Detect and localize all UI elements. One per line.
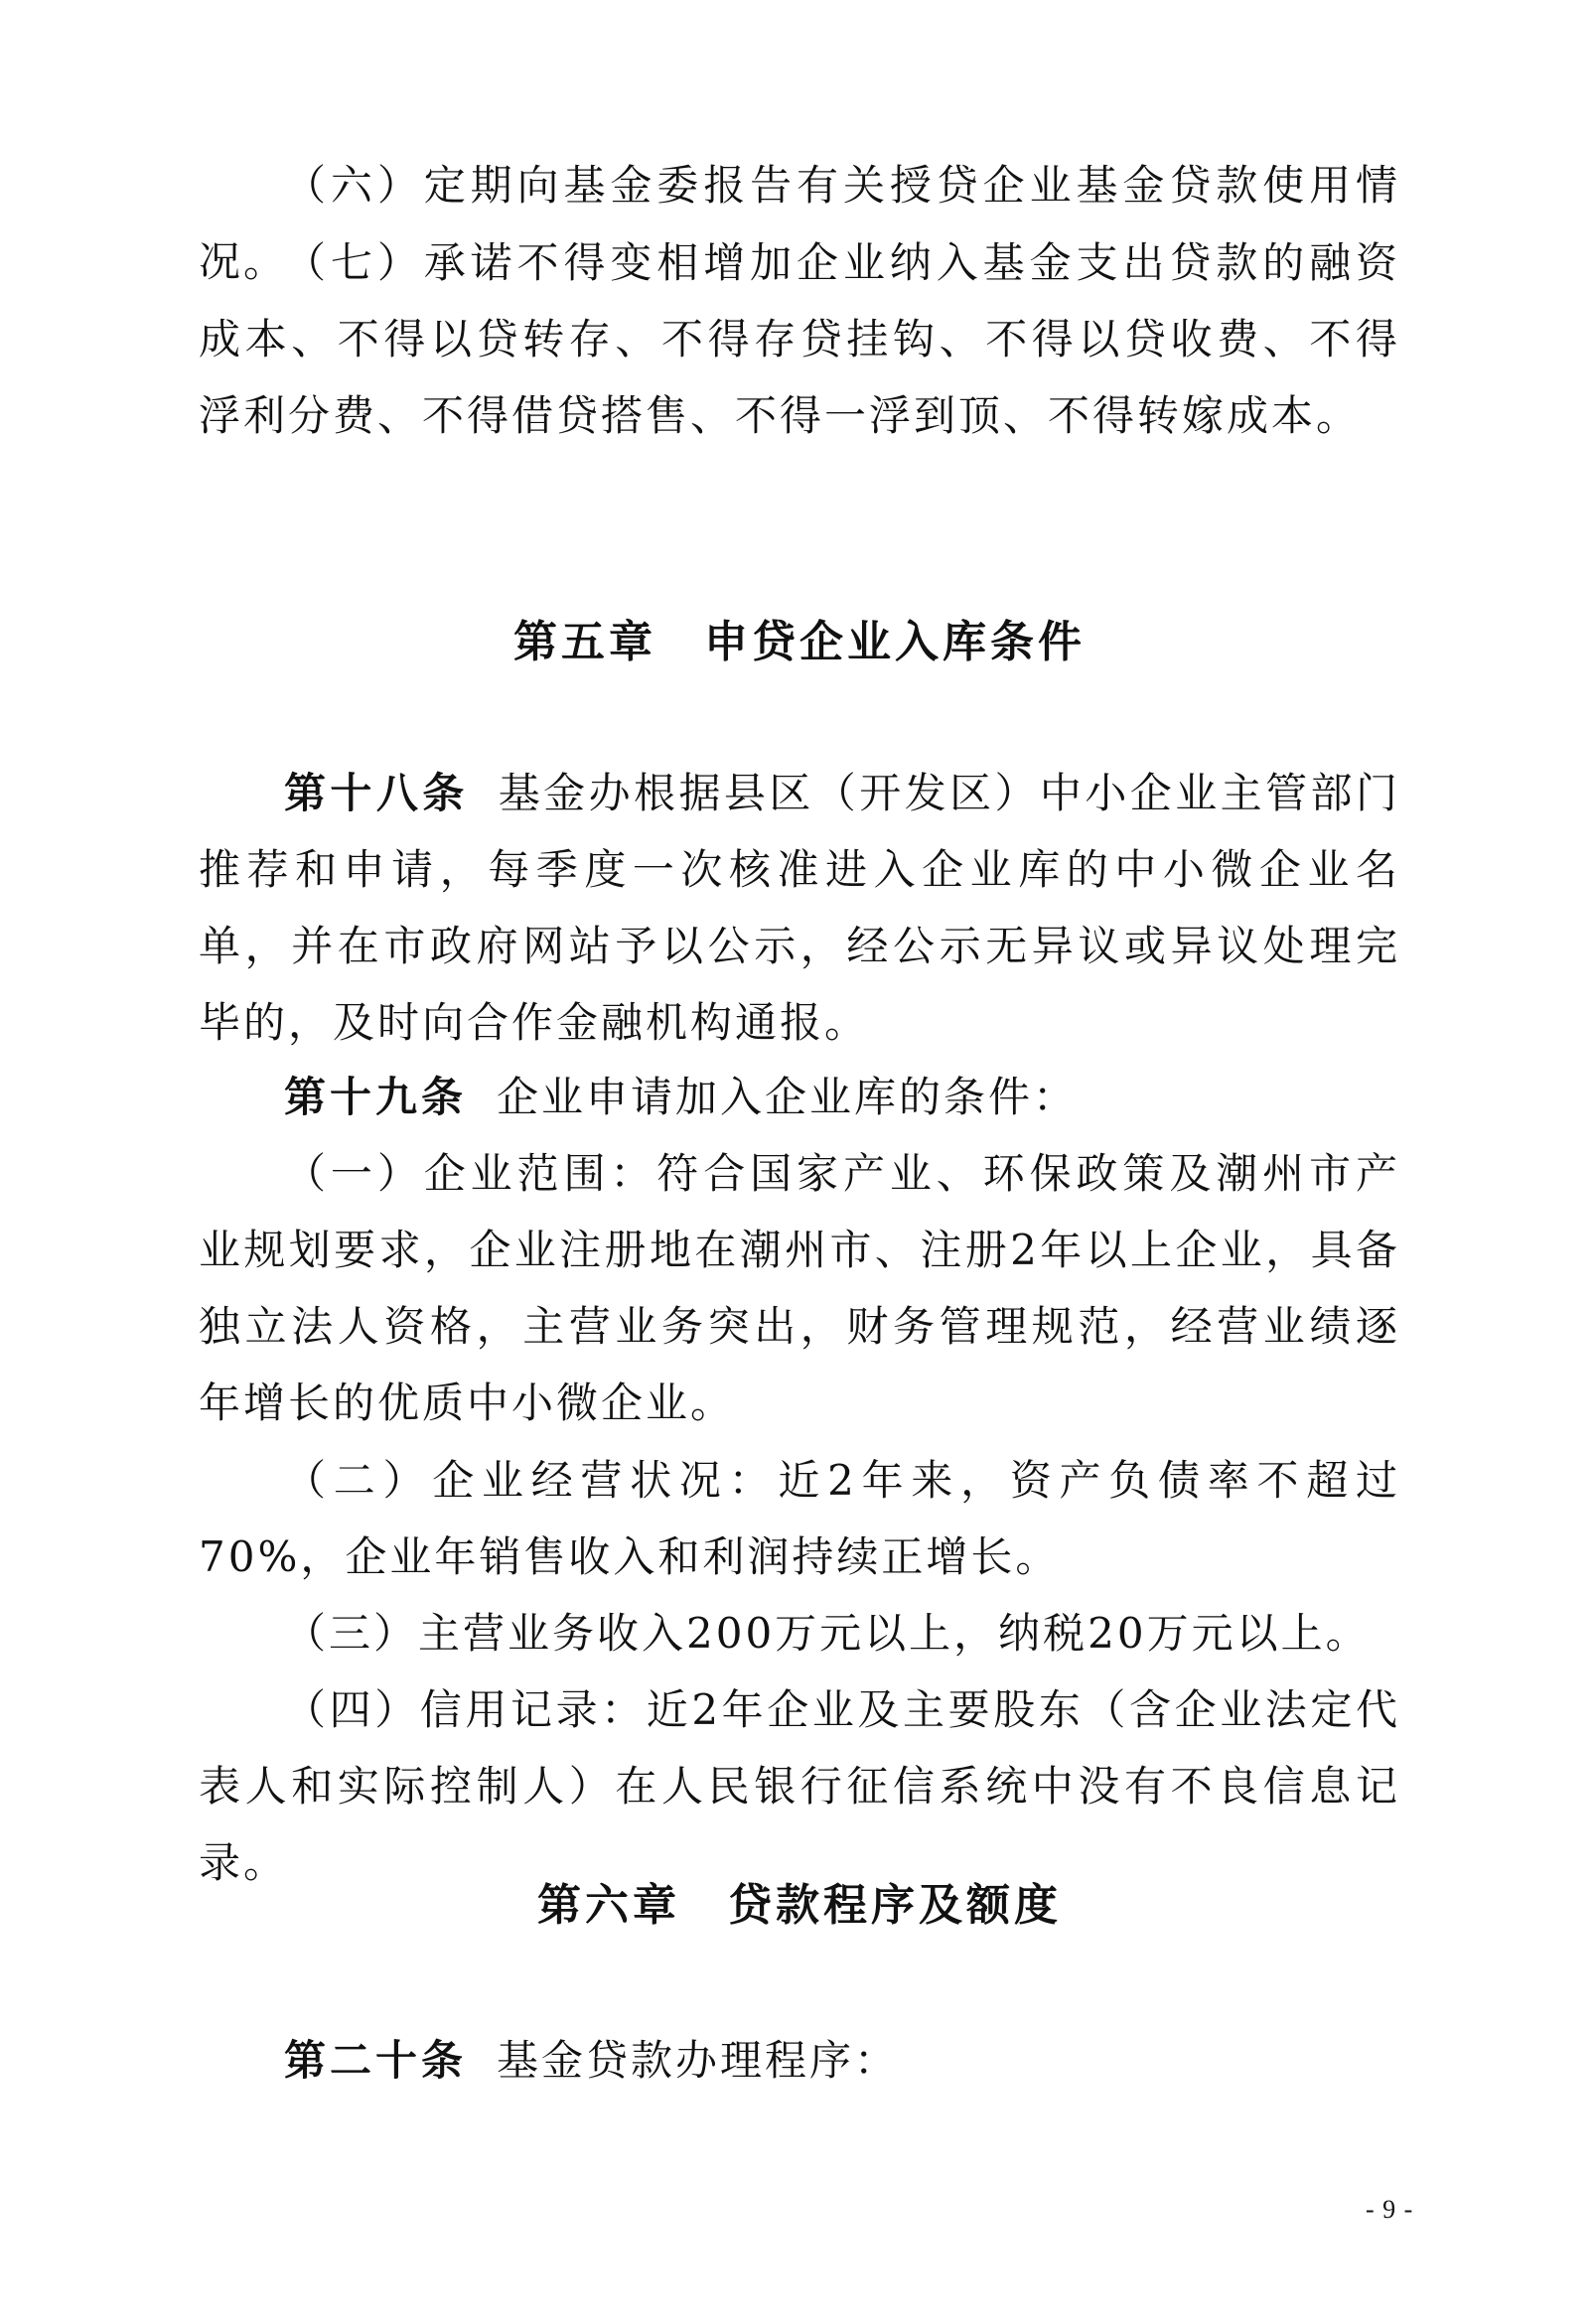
article-label: 第十八条	[284, 769, 469, 817]
chapter-5-heading	[199, 604, 1400, 680]
paragraph-text: （六）定期向基金委报告有关授贷企业基金贷款使用情况。	[199, 161, 1400, 286]
article-18	[199, 755, 1400, 1061]
article-text: 基金贷款办理程序：	[497, 2036, 900, 2085]
article-19-item-3	[199, 1595, 1400, 1671]
article-20	[199, 2022, 1400, 2099]
article-text: 企业申请加入企业库的条件：	[497, 1073, 1079, 1121]
list-item-text: （四）信用记录：近2年企业及主要股东（含企业法定代表人和实际控制人）在人民银行征信系统中没有不良信息记录。	[199, 1685, 1400, 1887]
chapter-number: 第五章	[513, 617, 656, 667]
article-19-item-1	[199, 1135, 1400, 1441]
paragraph-text: （七）承诺不得变相增加企业纳入基金支出贷款的融资成本、不得以贷转存、不得存贷挂钩、不得以贷收费、不得浮利分费、不得借贷搭售、不得一浮到顶、不得转嫁成本。	[199, 238, 1400, 440]
article-19	[199, 1059, 1400, 1135]
list-item-text: （一）企业范围：符合国家产业、环保政策及潮州市产业规划要求，企业注册地在潮州市、注册2年以上企业，具备独立法人资格，主营业务突出，财务管理规范，经营业绩逐年增长的优质中小微企业。	[199, 1149, 1400, 1427]
chapter-title: 贷款程序及额度	[728, 1880, 1062, 1931]
page-number: - 9 -	[1366, 2195, 1414, 2224]
chapter-title: 申贷企业入库条件	[704, 617, 1086, 667]
article-label: 第十九条	[284, 1073, 468, 1121]
article-label: 第二十条	[284, 2036, 468, 2085]
article-19-item-2	[199, 1442, 1400, 1595]
list-item-text: （二）企业经营状况：近2年来，资产负债率不超过70%，企业年销售收入和利润持续正增长。	[199, 1456, 1400, 1581]
chapter-number: 第六章	[537, 1880, 680, 1931]
article-text: 基金办根据县区（开发区）中小企业主管部门推荐和申请，每季度一次核准进入企业库的中小微企业名单，并在市政府网站予以公示，经公示无异议或异议处理完毕的，及时向合作金融机构通报。	[199, 769, 1400, 1047]
list-item-text: （三）主营业务收入200万元以上，纳税20万元以上。	[284, 1609, 1371, 1658]
chapter-6-heading	[199, 1867, 1400, 1944]
paragraph-item-7	[199, 224, 1400, 454]
